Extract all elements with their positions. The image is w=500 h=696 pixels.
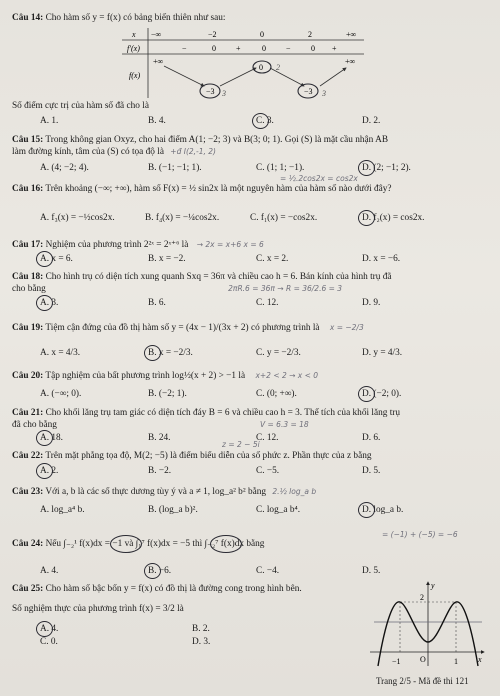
q15-text2 (12, 146, 216, 158)
fp-zero: 0 (262, 44, 266, 53)
q22-opt-b[interactable]: B. −2. (148, 466, 172, 476)
q19-text: Tiệm cận đứng của đồ thị hàm số y = (4x − 1)/(3x + 2) có phương trình là (45, 323, 320, 333)
q16-opt-d[interactable]: D. f₂(x) = cos2x. (362, 213, 425, 223)
q19-opt-b[interactable]: B. x = −2/3. (148, 348, 193, 358)
q20-text: Tập nghiệm của bất phương trình log½(x + 2) > −1 là (45, 371, 246, 381)
x-label: x (132, 30, 136, 39)
q20-opt-b[interactable]: B. (−2; 1). (148, 389, 187, 399)
hand-circle (110, 535, 142, 553)
quartic-graph (368, 578, 488, 670)
q23-opt-c[interactable]: C. log_a b⁴. (256, 505, 301, 515)
fp-zero: 0 (311, 44, 315, 53)
q21-title: Câu 21: (12, 408, 44, 418)
q16-title: Câu 16: (12, 184, 44, 194)
q18-text2-span: cho bằng (12, 284, 46, 294)
question-18 (12, 271, 392, 283)
q18-text: Cho hình trụ có diện tích xung quanh Sxq = 36π và chiều cao h = 6. Bán kính của hình trụ đã (45, 272, 392, 282)
q17-opt-b[interactable]: B. x = −2. (148, 254, 186, 264)
q22-hand: z = 2 − 5i (222, 440, 260, 449)
q24-opt-b[interactable]: B. −6. (148, 566, 172, 576)
q23-title: Câu 23: (12, 487, 44, 497)
y-axis-label: y (431, 581, 435, 590)
answer-circle (36, 251, 53, 267)
fp-sign: − (286, 44, 291, 53)
q24-text: và (124, 539, 134, 549)
q25-title: Câu 25: (12, 584, 44, 594)
q24-opt-c[interactable]: C. −4. (256, 566, 280, 576)
q25-opt-c[interactable]: C. 0. (40, 637, 58, 647)
x-axis-label: x (478, 655, 482, 664)
q25-opt-b[interactable]: B. 2. (192, 624, 210, 634)
question-15 (12, 134, 388, 146)
fp-sign: − (182, 44, 187, 53)
fp-sign: + (332, 44, 337, 53)
q20-opt-c[interactable]: C. (0; +∞). (256, 389, 297, 399)
q18-title: Câu 18: (12, 272, 44, 282)
q24-text: thì (192, 539, 203, 549)
q24-opt-d[interactable]: D. 5. (362, 566, 381, 576)
x-val: +∞ (346, 30, 357, 39)
question-14 (12, 12, 226, 24)
q25-text2: Số nghiệm thực của phương trình f(x) = 3/2 là (12, 604, 184, 614)
answer-circle (144, 563, 161, 579)
question-20 (12, 370, 318, 382)
f-label: f(x) (129, 71, 141, 80)
x-tick: 1 (454, 657, 458, 666)
q19-opt-a[interactable]: A. x = 4/3. (40, 348, 81, 358)
q21-text2 (12, 419, 57, 431)
q23-hand: 2.½ log_a b (272, 487, 317, 496)
hand-note: 3 (222, 89, 226, 98)
fp-label: f′(x) (127, 44, 140, 53)
q14-opt-c[interactable]: C. 3. (256, 116, 274, 126)
q17-opt-a[interactable]: A. x = 6. (40, 254, 73, 264)
q17-opt-c[interactable]: C. x = 2. (256, 254, 289, 264)
question-23 (12, 486, 316, 498)
q25-text: Cho hàm số bậc bốn y = f(x) có đồ thị là đường cong trong hình bên. (45, 584, 302, 594)
x-val: 0 (260, 30, 264, 39)
q16-opt-a[interactable]: A. f₃(x) = −½cos2x. (40, 213, 115, 223)
x-val: 2 (308, 30, 312, 39)
x-tick: −1 (392, 657, 401, 666)
q22-opt-d[interactable]: D. 5. (362, 466, 381, 476)
q16-opt-c[interactable]: C. f₁(x) = −cos2x. (250, 213, 318, 223)
q24-integral-2: ∫₁⁷ f(x)dx = −5 (135, 539, 191, 549)
q17-hand: → 2x = x+6 x = 6 (196, 240, 264, 249)
q20-opt-a[interactable]: A. (−∞; 0). (40, 389, 82, 399)
q16-hand: = ½.2cos2x = cos2x (280, 174, 358, 183)
question-16 (12, 183, 392, 195)
q14-text: Cho hàm số y = f(x) có bảng biến thiên như sau: (45, 13, 226, 23)
q20-hand: x+2 < 2 → x < 0 (255, 371, 319, 380)
q24-integral-1: ∫₋₂¹ f(x)dx = −1 (63, 539, 123, 549)
question-25 (12, 583, 302, 595)
answer-circle (36, 295, 53, 311)
answer-circle (358, 160, 375, 176)
q20-title: Câu 20: (12, 371, 44, 381)
answer-circle (144, 345, 161, 361)
question-17 (12, 239, 264, 251)
q18-text2 (12, 283, 342, 295)
hand-note: 2 (276, 63, 280, 72)
f-top: +∞ (345, 57, 356, 66)
q18-hand: 2πR.6 = 36π → R = 36/2.6 = 3 (228, 284, 343, 293)
q24-hand: = (−1) + (−5) = −6 (382, 530, 458, 539)
answer-circle (36, 430, 53, 446)
q21-opt-d[interactable]: D. 6. (362, 433, 381, 443)
f-bottom: −3 (304, 87, 313, 96)
f-bottom: −3 (206, 87, 215, 96)
q15-title: Câu 15: (12, 135, 44, 145)
q23-text: Với a, b là các số thực dương tùy ý và a ≠ 1, log_a² b² bằng (45, 487, 267, 497)
question-19 (12, 322, 364, 334)
q14-opt-a[interactable]: A. 1. (40, 116, 59, 126)
q17-title: Câu 17: (12, 240, 44, 250)
x-val: −∞ (151, 30, 162, 39)
f-top: 0 (259, 63, 263, 72)
hand-note: 3 (322, 89, 326, 98)
q20-opt-d[interactable]: D. (−2; 0). (362, 389, 402, 399)
question-21 (12, 407, 400, 419)
q17-text: Nghiệm của phương trình 2²ˣ = 2ˣ⁺⁶ là (45, 240, 189, 250)
variation-table (120, 26, 365, 100)
q24-title: Câu 24: (12, 539, 44, 549)
q14-opt-b[interactable]: B. 4. (148, 116, 166, 126)
q21-hand: V = 6.3 = 18 (260, 420, 309, 429)
q15-opt-a[interactable]: A. (4; −2; 4). (40, 163, 89, 173)
q17-opt-d[interactable]: D. x = −6. (362, 254, 401, 264)
q19-opt-c[interactable]: C. y = −2/3. (256, 348, 301, 358)
f-top: +∞ (153, 57, 164, 66)
answer-circle (358, 502, 375, 518)
q15-opt-b[interactable]: B. (−1; −1; 1). (148, 163, 202, 173)
q22-opt-c[interactable]: C. −5. (256, 466, 280, 476)
q22-title: Câu 22: (12, 451, 44, 461)
q25-opt-d[interactable]: D. 3. (192, 637, 211, 647)
q22-opt-a[interactable]: A. 2. (40, 466, 59, 476)
q23-opt-a[interactable]: A. log_a⁴ b. (40, 505, 85, 515)
q14-opt-d[interactable]: D. 2. (362, 116, 381, 126)
q14-ask: Số điểm cực trị của hàm số đã cho là (12, 101, 149, 111)
answer-circle (358, 386, 375, 402)
q23-opt-d[interactable]: D. log_a b. (362, 505, 404, 515)
q16-opt-b[interactable]: B. f₄(x) = −¼cos2x. (145, 213, 220, 223)
q19-hand: x = −2/3 (329, 323, 364, 332)
hand-circle (210, 535, 242, 553)
q18-opt-b[interactable]: B. 6. (148, 298, 166, 308)
q15-text2-span: làm đường kính, tâm của (S) có tọa độ là (12, 147, 164, 157)
page-footer: Trang 2/5 - Mã đề thi 121 (376, 676, 469, 686)
q15-opt-c[interactable]: C. (1; 1; −1). (256, 163, 305, 173)
q15-text: Trong không gian Oxyz, cho hai điểm A(1; −2; 3) và B(3; 0; 1). Gọi (S) là mặt cầu nhận AB (45, 135, 389, 145)
q21-text: Cho khối lăng trụ tam giác có diện tích đáy B = 6 và chiều cao h = 3. Thể tích của khối lăng trụ (45, 408, 401, 418)
origin-label: O (420, 655, 426, 664)
q19-title: Câu 19: (12, 323, 44, 333)
q16-text: Trên khoảng (−∞; +∞), hàm số F(x) = ½ sin2x là một nguyên hàm của hàm số nào dưới đây? (45, 184, 392, 194)
q22-text: Trên mặt phẳng tọa độ, M(2; −5) là điểm biểu diễn của số phức z. Phần thực của z bằng (45, 451, 372, 461)
answer-circle (358, 210, 375, 226)
question-22 (12, 450, 372, 462)
q18-opt-a[interactable]: A. 3. (40, 298, 59, 308)
y-tick: 2 (420, 593, 424, 602)
q21-opt-a[interactable]: A. 18. (40, 433, 63, 443)
q18-opt-c[interactable]: C. 12. (256, 298, 279, 308)
q24-text: Nếu (45, 539, 62, 549)
q15-hand: +đ I(2,-1, 2) (170, 147, 216, 156)
fp-zero: 0 (212, 44, 216, 53)
q23-opt-b[interactable]: B. (log_a b)². (148, 505, 198, 515)
q18-opt-d[interactable]: D. 9. (362, 298, 381, 308)
q15-opt-d[interactable]: D. (2; −1; 2). (362, 163, 411, 173)
answer-circle (36, 463, 53, 479)
q21-opt-c[interactable]: C. 12. (256, 433, 279, 443)
q21-opt-b[interactable]: B. 24. (148, 433, 171, 443)
x-val: −2 (208, 30, 217, 39)
q14-title: Câu 14: (12, 13, 44, 23)
q19-opt-d[interactable]: D. y = 4/3. (362, 348, 403, 358)
q21-text2-span: đã cho bằng (12, 420, 57, 430)
answer-circle (252, 113, 269, 129)
q24-integral-3: ∫₋₂⁷ f(x)dx bằng (204, 539, 265, 549)
answer-circle (36, 621, 53, 637)
q25-opt-a[interactable]: A. 4. (40, 624, 59, 634)
fp-sign: + (236, 44, 241, 53)
q24-opt-a[interactable]: A. 4. (40, 566, 59, 576)
